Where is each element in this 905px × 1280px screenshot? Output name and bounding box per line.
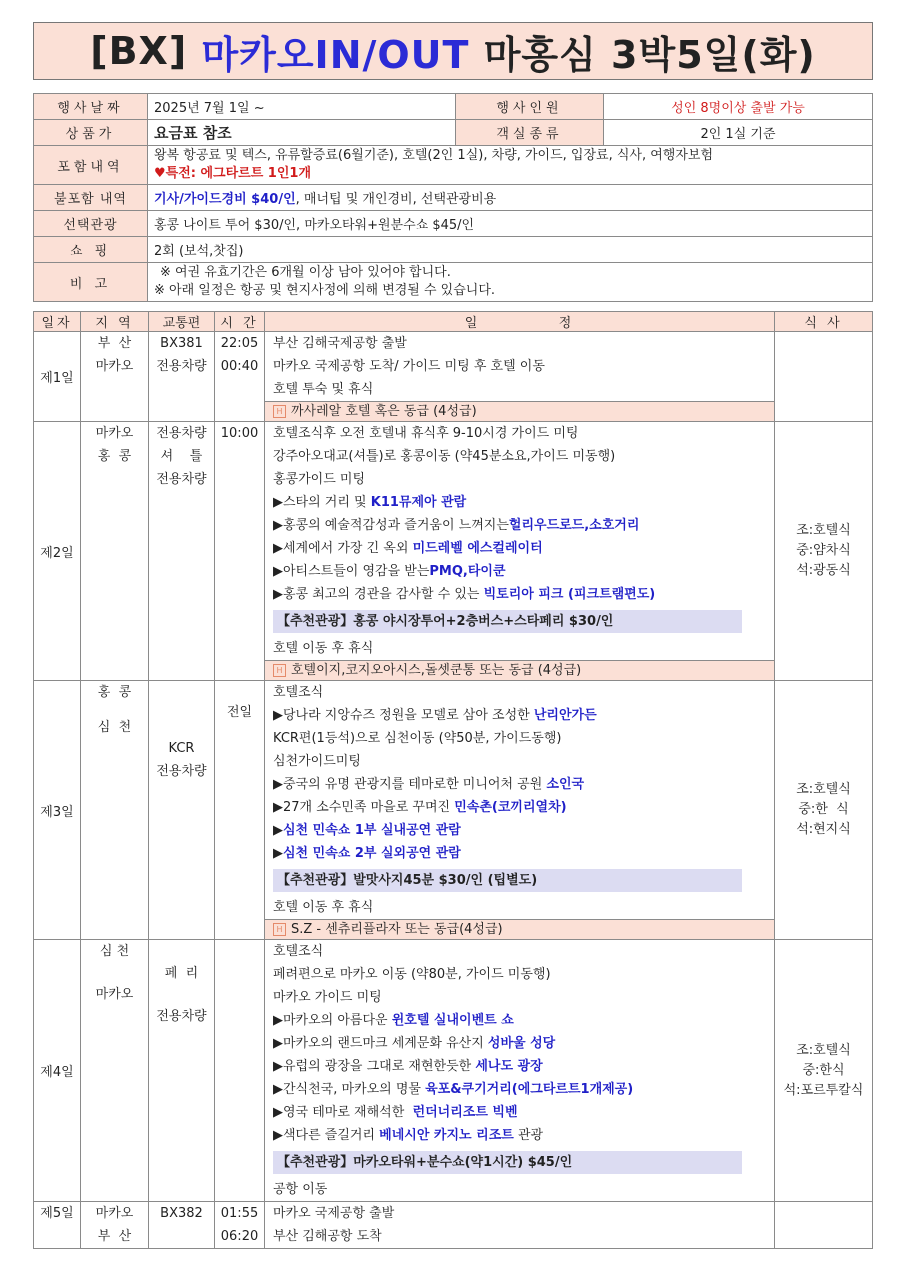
- remarks-label: 비 고: [34, 263, 148, 302]
- included-cell: [148, 146, 873, 185]
- bullet-text: ▶중국의 유명 관광지를 테마로한 미니어처 공원: [273, 777, 547, 792]
- bullet-highlight: 심천 민속쇼 2부 실외공연 관람: [283, 846, 461, 861]
- bullet-line: [273, 514, 774, 537]
- optional-value: 홍콩 나이트 투어 $30/인, 마카오타워+원분수쇼 $45/인: [148, 211, 873, 237]
- header-time: 시 간: [215, 312, 265, 332]
- meal-item: 중:얌차식: [796, 543, 851, 558]
- bullet-highlight: 런더너리조트 빅벤: [412, 1105, 518, 1120]
- hotel-line: [265, 660, 774, 680]
- region-item: 마카오: [95, 426, 134, 441]
- bullet-text: ▶당나라 지앙슈즈 정원을 모델로 삼아 조성한: [273, 708, 534, 723]
- header-transport: 교통편: [149, 312, 215, 332]
- itinerary-cell: [265, 940, 775, 1202]
- region-cell: [81, 422, 149, 681]
- itinerary-line: KCR편(1등석)으로 심천이동 (약50분, 가이드동행): [273, 731, 562, 746]
- itinerary-line: 호텔 투숙 및 휴식: [273, 382, 374, 397]
- included-label: 포함내역: [34, 146, 148, 185]
- header-meal: 식 사: [775, 312, 873, 332]
- region-item: 부 산: [97, 336, 132, 351]
- bullet-text: ▶아티스트들이 영감을 받는: [273, 564, 430, 579]
- bullet-line: [273, 1032, 774, 1055]
- day-label: 제2일: [34, 422, 81, 681]
- transport-item: 페 리: [164, 966, 199, 981]
- bullet-highlight: 민속촌(코끼리열차): [454, 800, 567, 815]
- hotel-icon: H: [273, 923, 286, 936]
- room-label: 객실종류: [456, 120, 604, 146]
- bullet-line: [273, 491, 774, 514]
- transport-item: 전용차량: [156, 426, 207, 441]
- remarks-line-2: ※ 아래 일정은 항공 및 현지사정에 의해 변경될 수 있습니다.: [154, 283, 496, 298]
- itinerary-line: 부산 김해국제공항 출발: [273, 336, 407, 351]
- day-row: [34, 422, 873, 681]
- meal-cell: [775, 940, 873, 1202]
- itinerary-cell: [265, 681, 775, 940]
- bullet-highlight: 심천 민속쇼 1부 실내공연 관람: [283, 823, 461, 838]
- people-value: 성인 8명이상 출발 가능: [604, 94, 873, 120]
- excluded-label: 불포함 내역: [34, 185, 148, 211]
- hotel-line: [265, 919, 774, 939]
- time-item: 06:20: [220, 1229, 259, 1244]
- region-item: 마카오: [95, 987, 134, 1002]
- transport-item: 전용차량: [156, 359, 207, 374]
- time-cell: [215, 940, 265, 1202]
- meal-item: 중:한 식: [798, 802, 849, 817]
- itinerary-line: 호텔조식: [273, 944, 324, 959]
- itinerary-line: 마카오 가이드 미팅: [273, 990, 382, 1005]
- bullet-text: ▶27개 소수민족 마을로 꾸며진: [273, 800, 455, 815]
- region-cell: [81, 940, 149, 1202]
- recommend-box: 【추천관광】홍콩 야시장투어+2층버스+스타페리 $30/인: [273, 610, 742, 633]
- region-item: 홍 콩: [97, 449, 132, 464]
- bullet-tail: 관광: [513, 1128, 544, 1143]
- day-label-cell: [34, 1202, 81, 1249]
- bullet-line: [273, 842, 774, 865]
- bullet-line: [273, 1055, 774, 1078]
- transport-cell: [149, 332, 215, 422]
- bullet-highlight: 베네시안 카지노 리조트: [379, 1128, 514, 1143]
- bullet-text: ▶마카오의 랜드마크 세계문화 유산지: [273, 1036, 488, 1051]
- bullet-text: ▶마카오의 아름다운: [273, 1013, 392, 1028]
- bullet-text: ▶유럽의 광장을 그대로 재현한듯한: [273, 1059, 476, 1074]
- day-label: 제4일: [34, 940, 81, 1202]
- excluded-highlight: 기사/가이드경비 $40/인: [154, 192, 296, 207]
- bullet-highlight: 세나도 광장: [475, 1059, 543, 1074]
- time-item: 22:05: [220, 336, 259, 351]
- meal-item: 석:현지식: [796, 822, 851, 837]
- day-row: [34, 332, 873, 422]
- transport-item: 셔 틀: [160, 449, 203, 464]
- time-cell: [215, 422, 265, 681]
- title-suffix: 마홍심 3박5일(화): [483, 32, 816, 77]
- bullet-text: ▶간식천국, 마카오의 명물: [273, 1082, 426, 1097]
- bullet-line: [273, 1078, 774, 1101]
- hotel-name: S.Z - 센츄리플라자 또는 동급(4성급): [291, 922, 503, 937]
- page-title: [33, 22, 873, 80]
- day-row: [34, 1202, 873, 1249]
- bullet-line: [273, 583, 774, 606]
- bullet-line: [273, 704, 774, 727]
- bullet-highlight: 윈호텔 실내이벤트 쇼: [391, 1013, 514, 1028]
- itinerary-line: 호텔조식후 오전 호텔내 휴식후 9-10시경 가이드 미팅: [273, 426, 579, 441]
- header-region: 지 역: [81, 312, 149, 332]
- title-highlight: 마카오IN/OUT: [201, 32, 470, 77]
- time-item: 전일: [226, 705, 253, 720]
- meal-cell: [775, 332, 873, 422]
- bullet-highlight: 난리안가든: [533, 708, 597, 723]
- bullet-line: [273, 560, 774, 583]
- date-value: 2025년 7월 1일 ~: [148, 94, 456, 120]
- bullet-line: [273, 1124, 774, 1147]
- region-item: 심 천: [97, 720, 132, 735]
- date-label: 행사날짜: [34, 94, 148, 120]
- shopping-value: 2회 (보석,찻집): [148, 237, 873, 263]
- bullet-text: ▶: [273, 823, 283, 838]
- bullet-text: ▶세계에서 가장 긴 옥외: [273, 541, 413, 556]
- price-label: 상품가: [34, 120, 148, 146]
- hotel-line: [265, 401, 774, 421]
- transport-item: KCR: [168, 741, 195, 756]
- itinerary-line: 심천가이드미팅: [273, 754, 361, 769]
- day-row: [34, 940, 873, 1202]
- schedule-header: [34, 312, 873, 332]
- region-item: 부 산: [97, 1229, 132, 1244]
- bullet-highlight: PMQ,타이쿤: [429, 564, 506, 579]
- bullet-highlight: 성바울 성당: [487, 1036, 556, 1051]
- excluded-rest: , 매너팁 및 개인경비, 선택관광비용: [295, 192, 497, 207]
- meal-item: 석:포르투칼식: [783, 1082, 864, 1098]
- transport-item: 전용차량: [156, 472, 207, 487]
- included-value: 왕복 항공료 및 텍스, 유류할증료(6월기준), 호텔(2인 1실), 차량, 가이드, 입장료, 식사, 여행자보험: [154, 148, 714, 163]
- bullet-highlight: 육포&쿠기거리(에그타르트1개제공): [425, 1082, 634, 1097]
- bullet-highlight: 소인국: [546, 777, 585, 792]
- meal-cell: [775, 1202, 873, 1249]
- itinerary-line: 페려편으로 마카오 이동 (약80분, 가이드 미동행): [273, 967, 551, 982]
- hotel-name: 까사레알 호텔 혹은 동급 (4성급): [291, 404, 477, 419]
- time-item: 01:55: [220, 1206, 259, 1221]
- time-cell: [215, 681, 265, 940]
- transport-item: 전용차량: [156, 1009, 207, 1024]
- bullet-highlight: 미드레벨 에스컬레이터: [412, 541, 543, 556]
- itinerary-line: 호텔 이동 후 휴식: [273, 641, 374, 656]
- day-row: [34, 681, 873, 940]
- itinerary-line: 홍콩가이드 미팅: [273, 472, 366, 487]
- price-value: 요금표 참조: [148, 120, 456, 146]
- time-item: 00:40: [220, 359, 259, 374]
- transport-cell: [149, 940, 215, 1202]
- region-cell: [81, 1202, 149, 1249]
- itinerary-line: 마카오 국제공항 도착/ 가이드 미팅 후 호텔 이동: [273, 359, 545, 374]
- meal-cell: [775, 422, 873, 681]
- transport-cell: [149, 422, 215, 681]
- itinerary-cell: [265, 332, 775, 422]
- bullet-line: [273, 796, 774, 819]
- itinerary-cell: [265, 1202, 775, 1249]
- header-day: 일자: [34, 312, 81, 332]
- bullet-highlight: 빅토리아 피크 (피크트램편도): [483, 587, 656, 602]
- remarks-line-1: ※ 여권 유효기간은 6개월 이상 남아 있어야 합니다.: [160, 265, 451, 280]
- hotel-icon: H: [273, 664, 286, 677]
- transport-cell: [149, 681, 215, 940]
- included-special: ♥특전: 에그타르트 1인1개: [154, 166, 312, 181]
- itinerary-line: 부산 김해공항 도착: [273, 1229, 382, 1244]
- bullet-line: [273, 537, 774, 560]
- region-cell: [81, 681, 149, 940]
- meal-item: 석:광동식: [796, 563, 851, 578]
- day-label: 제1일: [34, 332, 81, 422]
- bullet-text: ▶색다른 즐길거리: [273, 1128, 380, 1143]
- time-item: 10:00: [220, 426, 259, 441]
- itinerary-line: 호텔 이동 후 휴식: [273, 900, 374, 915]
- info-table: [33, 93, 873, 302]
- hotel-icon: H: [273, 405, 286, 418]
- time-cell: [215, 1202, 265, 1249]
- people-label: 행사인원: [456, 94, 604, 120]
- meal-cell: [775, 681, 873, 940]
- meal-item: 조:호텔식: [796, 523, 851, 538]
- bullet-line: [273, 1009, 774, 1032]
- day-label: 제3일: [34, 681, 81, 940]
- itinerary-line: 마카오 국제공항 출발: [273, 1206, 395, 1221]
- optional-label: 선택관광: [34, 211, 148, 237]
- meal-item: 중:한식: [802, 1062, 845, 1078]
- bullet-line: [273, 1101, 774, 1124]
- transport-item: BX381: [160, 336, 203, 351]
- bullet-text: ▶스타의 거리 및: [273, 495, 371, 510]
- bullet-text: ▶홍콩 최고의 경관을 감사할 수 있는: [273, 587, 484, 602]
- room-value: 2인 1실 기준: [604, 120, 873, 146]
- transport-cell: [149, 1202, 215, 1249]
- recommend-box: 【추천관광】발맛사지45분 $30/인 (팁별도): [273, 869, 742, 892]
- region-item: 심 천: [99, 944, 130, 959]
- recommend-box: 【추천관광】마카오타워+분수쇼(약1시간) $45/인: [273, 1151, 742, 1174]
- transport-item: BX382: [160, 1206, 203, 1221]
- bullet-highlight: K11뮤제아 관람: [370, 495, 467, 510]
- bullet-text: ▶: [273, 846, 283, 861]
- title-prefix: [BX]: [90, 29, 188, 73]
- shopping-label: 쇼 핑: [34, 237, 148, 263]
- region-item: 홍 콩: [97, 685, 132, 700]
- transport-item: 전용차량: [156, 764, 207, 779]
- itinerary-line: 호텔조식: [273, 685, 324, 700]
- bullet-highlight: 헐리우드로드,소호거리: [508, 518, 640, 533]
- bullet-line: [273, 819, 774, 842]
- time-cell: [215, 332, 265, 422]
- bullet-text: ▶홍콩의 예술적감성과 즐거움이 느껴지는: [273, 518, 509, 533]
- itinerary-cell: [265, 422, 775, 681]
- schedule-table: [33, 311, 873, 1249]
- itinerary-line: 공항 이동: [273, 1182, 328, 1197]
- day-label: 제5일: [40, 1206, 74, 1221]
- region-cell: [81, 332, 149, 422]
- remarks-cell: [148, 263, 873, 302]
- itinerary-line: 강주아오대교(셔틀)로 홍콩이동 (약45분소요,가이드 미동행): [273, 449, 616, 464]
- bullet-line: [273, 773, 774, 796]
- region-item: 마카오: [95, 359, 134, 374]
- hotel-name: 호텔이지,코지오아시스,돌셋쿤통 또는 동급 (4성급): [291, 663, 582, 678]
- header-itinerary: 일 정: [265, 312, 775, 332]
- meal-item: 조:호텔식: [796, 1042, 851, 1058]
- meal-item: 조:호텔식: [796, 782, 851, 797]
- excluded-cell: [148, 185, 873, 211]
- region-item: 마카오: [95, 1206, 134, 1221]
- bullet-text: ▶영국 테마로 재해석한: [273, 1105, 413, 1120]
